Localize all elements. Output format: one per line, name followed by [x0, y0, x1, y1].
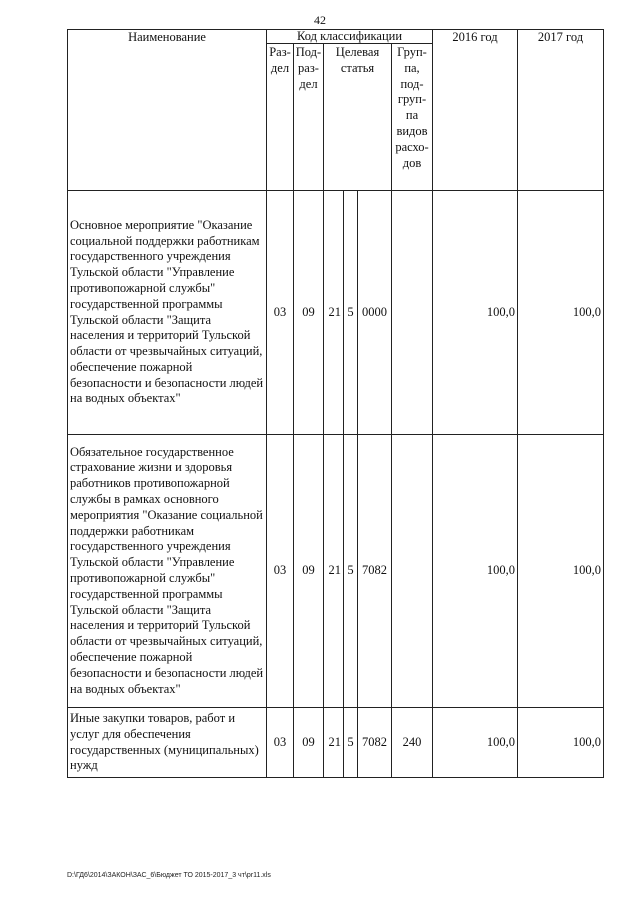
row-name: Иные закупки товаров, работ и услуг для обеспечения государственных (муниципальных) нужд [68, 708, 267, 778]
row-section: 03 [267, 708, 294, 778]
row-target-article-program: 21 [324, 708, 344, 778]
row-subsection: 09 [294, 708, 324, 778]
header-target-article: Целевая статья [324, 44, 392, 191]
header-name: Наименование [68, 30, 267, 191]
row-expense-group: 240 [392, 708, 433, 778]
row-name: Основное мероприятие "Оказание социальной поддержки работникам государственного учреждения Тульской области "Управление противопожарной службы" государственной программы Тульской области "Защита населения и территорий Тульской области от чрезвычайных ситуаций, обеспечение пожарной безопасности и безопасности людей на водных объектах" [68, 191, 267, 435]
budget-table [67, 29, 604, 778]
row-target-article-direction: 0000 [358, 191, 392, 435]
table-row [68, 435, 604, 708]
header-year-2016: 2016 год [433, 30, 518, 191]
row-name: Обязательное государственное страхование жизни и здоровья работников противопожарной службы в рамках основного мероприятия "Оказание социальной поддержки работникам государственного учреждения Тульской области "Управление противопожарной службы" государственной программы Тульской области "Защита населения и территорий Тульской области от чрезвычайных ситуаций, обеспечение пожарной безопасности и безопасности людей на водных объектах" [68, 435, 267, 708]
table-row [68, 191, 604, 435]
row-amount-2017: 100,0 [518, 708, 604, 778]
header-expense-group: Груп- па, под- груп- па видов расхо- дов [392, 44, 433, 191]
row-amount-2016: 100,0 [433, 708, 518, 778]
row-target-article-direction: 7082 [358, 708, 392, 778]
row-subsection: 09 [294, 435, 324, 708]
row-expense-group [392, 191, 433, 435]
page-number: 42 [314, 13, 326, 27]
row-amount-2017: 100,0 [518, 191, 604, 435]
file-path-footer: D:\ГД6\2014\ЗАКОН\ЗАС_6\Бюджет ТО 2015-2017_3 чт\pr11.xls [67, 872, 271, 879]
row-target-article-subprogram: 5 [344, 708, 358, 778]
row-target-article-direction: 7082 [358, 435, 392, 708]
row-section: 03 [267, 435, 294, 708]
row-expense-group [392, 435, 433, 708]
row-amount-2016: 100,0 [433, 191, 518, 435]
row-target-article-subprogram: 5 [344, 191, 358, 435]
header-subsection: Под- раз- дел [294, 44, 324, 191]
table-row [68, 708, 604, 778]
header-classification: Код классификации [267, 30, 433, 44]
row-target-article-program: 21 [324, 435, 344, 708]
row-amount-2017: 100,0 [518, 435, 604, 708]
row-subsection: 09 [294, 191, 324, 435]
row-target-article-subprogram: 5 [344, 435, 358, 708]
row-section: 03 [267, 191, 294, 435]
header-section: Раз- дел [267, 44, 294, 191]
row-amount-2016: 100,0 [433, 435, 518, 708]
header-year-2017: 2017 год [518, 30, 604, 191]
row-target-article-program: 21 [324, 191, 344, 435]
